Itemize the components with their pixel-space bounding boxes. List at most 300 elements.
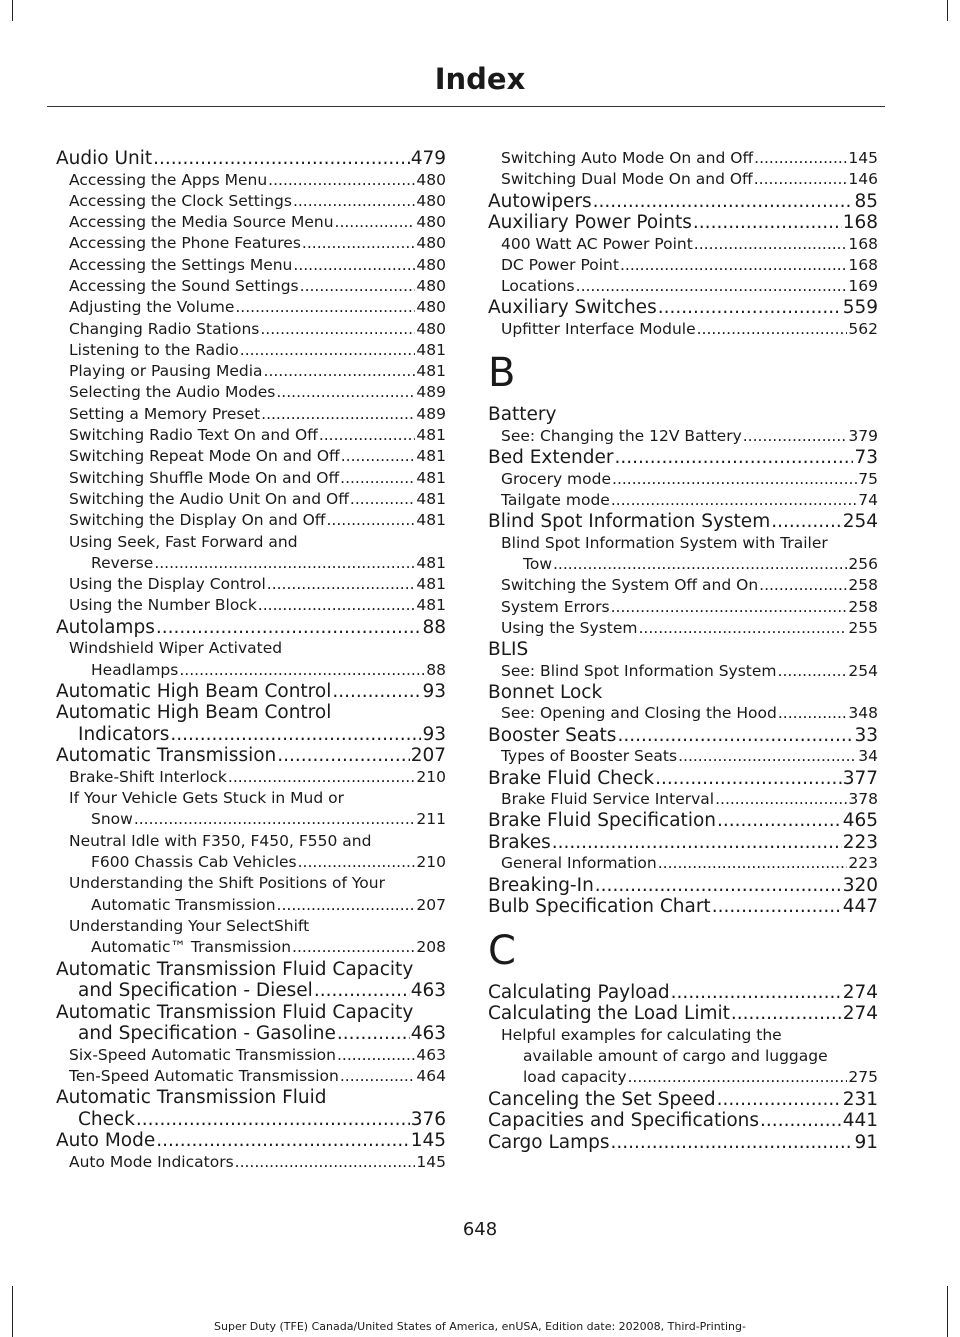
page-ref: 481 (416, 340, 446, 359)
entry-text: Headlamps (91, 660, 179, 679)
entry-text: Accessing the Clock Settings (69, 191, 292, 210)
index-subentry[interactable] (488, 319, 878, 340)
page-ref: 379 (848, 426, 878, 445)
page-ref: 88 (422, 616, 446, 638)
dot-leader (693, 212, 842, 234)
entry-text: Auto Mode Indicators (69, 1152, 234, 1171)
entry-text: System Errors (501, 597, 610, 616)
index-subentry[interactable] (56, 916, 446, 959)
page-ref: 145 (410, 1130, 446, 1152)
entry-text: Automatic Transmission Fluid Capacity (56, 1001, 414, 1023)
dot-leader (595, 875, 842, 897)
page-ref: 481 (416, 489, 446, 508)
page-ref: 275 (848, 1068, 878, 1087)
entry-text: Brake Fluid Service Interval (501, 790, 715, 809)
dot-leader (341, 446, 416, 467)
entry-text: Listening to the Radio (69, 340, 239, 359)
page-ref: 207 (410, 745, 446, 767)
index-entry[interactable] (488, 725, 878, 747)
entry-text: Audio Unit (56, 148, 153, 169)
footer-text: Super Duty (TFE) Canada/United States of America, enUSA, Edition date: 202008, Third-Printing- (214, 1320, 746, 1333)
entry-text: Check (78, 1108, 135, 1130)
page-ref: 256 (848, 554, 878, 573)
entry-text: Switching Radio Text On and Off (69, 426, 318, 445)
entry-text: Helpful examples for calculating the (501, 1025, 782, 1044)
index-subentry[interactable] (488, 597, 878, 618)
entry-text: Understanding Your SelectShift (69, 916, 310, 935)
entry-text: Switching Shuffle Mode On and Off (69, 468, 340, 487)
index-entry[interactable] (488, 896, 878, 918)
page-ref: 480 (416, 298, 446, 317)
dot-leader (179, 660, 425, 681)
dot-leader (277, 895, 416, 916)
dot-leader (678, 746, 857, 767)
index-entry[interactable] (56, 148, 446, 170)
index-entry[interactable] (56, 745, 446, 767)
index-entry[interactable] (488, 1089, 878, 1111)
entry-text: Upfitter Interface Module (501, 319, 696, 338)
page-ref: 480 (416, 170, 446, 189)
page-ref: 481 (416, 553, 446, 572)
dot-leader (235, 297, 415, 318)
entry-text: Using the Display Control (69, 575, 266, 594)
page-ref: 376 (410, 1108, 446, 1130)
index-subentry[interactable] (56, 574, 446, 595)
index-subentry[interactable] (488, 255, 878, 276)
index-entry[interactable] (488, 1110, 878, 1132)
dot-leader (612, 469, 857, 490)
index-entry[interactable] (488, 639, 878, 661)
page-ref: 210 (416, 767, 446, 786)
dot-leader (617, 725, 853, 747)
index-column-right (488, 148, 878, 1153)
page-ref: 93 (422, 723, 446, 745)
entry-text: Reverse (91, 553, 154, 572)
dot-leader (611, 490, 857, 511)
dot-leader (335, 212, 416, 233)
index-entry[interactable] (488, 191, 878, 213)
dot-leader (276, 382, 415, 403)
dot-leader (292, 937, 415, 958)
page-ref: 481 (416, 596, 446, 615)
entry-text: Capacities and Specifications (488, 1110, 760, 1132)
index-entry[interactable] (56, 1087, 446, 1130)
entry-text: Autowipers (488, 190, 592, 212)
page-ref: 169 (848, 277, 878, 296)
index-entry[interactable] (488, 447, 878, 469)
dot-leader (300, 276, 416, 297)
dot-leader (697, 319, 848, 340)
page-ref: 480 (416, 191, 446, 210)
dot-leader (743, 426, 848, 447)
index-subentry[interactable] (56, 255, 446, 276)
index-subentry[interactable] (56, 1066, 446, 1087)
index-subentry[interactable] (56, 382, 446, 403)
dot-leader (326, 510, 415, 531)
entry-text: Automatic Transmission (91, 895, 276, 914)
index-subentry[interactable] (56, 468, 446, 489)
index-subentry[interactable] (488, 746, 878, 767)
entry-text: Automatic™ Transmission (91, 938, 292, 957)
page-ref: 254 (848, 661, 878, 680)
index-subentry[interactable] (488, 1025, 878, 1089)
dot-leader (314, 980, 410, 1002)
entry-text: Accessing the Phone Features (69, 234, 301, 253)
entry-text: Blind Spot Information System (488, 511, 771, 533)
index-subentry[interactable] (488, 234, 878, 255)
index-subentry[interactable] (56, 425, 446, 446)
page-ref: 481 (416, 447, 446, 466)
index-subentry[interactable] (56, 340, 446, 361)
page-ref: 559 (842, 297, 878, 319)
entry-text: Accessing the Settings Menu (69, 255, 293, 274)
entry-text: Adjusting the Volume (69, 298, 235, 317)
page-ref: 377 (842, 767, 878, 789)
entry-text: Accessing the Apps Menu (69, 170, 268, 189)
entry-text: Switching Auto Mode On and Off (501, 149, 754, 167)
index-subentry[interactable] (56, 638, 446, 681)
entry-text: Playing or Pausing Media (69, 362, 263, 381)
dot-leader (298, 852, 416, 873)
page-ref: 463 (416, 1045, 446, 1064)
index-subentry[interactable] (488, 533, 878, 576)
page-ref: 254 (842, 511, 878, 533)
crop-mark-top-right (947, 0, 948, 21)
index-subentry[interactable] (56, 831, 446, 874)
dot-leader (136, 1109, 410, 1131)
page-ref: 481 (416, 362, 446, 381)
dot-leader (778, 661, 848, 682)
index-subentry[interactable] (488, 469, 878, 490)
index-entry[interactable] (56, 617, 446, 639)
index-subentry[interactable] (56, 361, 446, 382)
page-ref: 145 (416, 1152, 446, 1171)
index-subentry[interactable] (488, 853, 878, 874)
entry-text: Brake Fluid Specification (488, 810, 716, 832)
dot-leader (258, 595, 416, 616)
entry-text: Accessing the Sound Settings (69, 276, 299, 295)
index-entry[interactable] (56, 1130, 446, 1152)
index-entry[interactable] (488, 875, 878, 897)
entry-text: Windshield Wiper Activated (69, 639, 283, 658)
dot-leader (156, 1130, 409, 1152)
entry-text: Automatic Transmission (56, 745, 277, 767)
entry-text: General Information (501, 854, 657, 873)
entry-text: Bed Extender (488, 447, 614, 469)
entry-text: Automatic Transmission Fluid Capacity (56, 958, 414, 980)
index-subentry[interactable] (56, 510, 446, 531)
dot-leader (170, 724, 421, 746)
index-subentry[interactable] (56, 1152, 446, 1173)
page-ref: 480 (416, 255, 446, 274)
page-ref: 447 (842, 896, 878, 918)
index-entry[interactable] (488, 768, 878, 790)
dot-leader (754, 148, 847, 169)
index-subentry[interactable] (488, 490, 878, 511)
entry-text: Locations (501, 277, 575, 296)
page-ref: 91 (854, 1131, 878, 1153)
dot-leader (302, 233, 415, 254)
page-ref: 88 (426, 660, 446, 679)
page-ref: 74 (858, 490, 878, 509)
index-subentry[interactable] (56, 873, 446, 916)
dot-leader (260, 319, 415, 340)
crop-mark-top-left (12, 0, 13, 21)
page-ref: 211 (416, 810, 446, 829)
entry-text: Indicators (78, 723, 170, 745)
entry-text: Snow (91, 810, 133, 829)
entry-text: Battery (488, 404, 557, 426)
page-ref: 481 (416, 426, 446, 445)
page-ref: 34 (858, 747, 878, 766)
page-ref: 463 (410, 980, 446, 1001)
page-ref: 562 (848, 319, 878, 338)
entry-text: Switching the Audio Unit On and Off (69, 489, 349, 508)
index-subentry[interactable] (56, 233, 446, 254)
index-subentry[interactable] (56, 1045, 446, 1066)
page-ref: 320 (842, 874, 878, 896)
index-subentry[interactable] (56, 212, 446, 233)
dot-leader (319, 425, 416, 446)
entry-text: Bulb Specification Chart (488, 896, 711, 918)
index-subentry[interactable] (56, 788, 446, 831)
entry-text: Calculating the Load Limit (488, 1003, 730, 1025)
index-subentry[interactable] (488, 276, 878, 297)
index-entry[interactable] (488, 982, 878, 1004)
index-subentry[interactable] (488, 618, 878, 639)
entry-text: Tow (523, 554, 552, 573)
index-subentry[interactable] (56, 319, 446, 340)
index-subentry[interactable] (56, 297, 446, 318)
page-ref: 223 (848, 854, 878, 873)
entry-text: Using the Number Block (69, 596, 257, 615)
page-ref: 258 (848, 576, 878, 595)
dot-leader (717, 1089, 842, 1111)
entry-text: Understanding the Shift Positions of Your (69, 874, 385, 893)
dot-leader (611, 1132, 854, 1154)
entry-text: Canceling the Set Speed (488, 1088, 716, 1110)
index-subentry[interactable] (56, 595, 446, 616)
section-letter: C (488, 927, 516, 974)
dot-leader (712, 896, 842, 918)
dot-leader (261, 404, 415, 425)
entry-text: Brake-Shift Interlock (69, 767, 227, 786)
dot-leader (293, 191, 415, 212)
index-entry[interactable] (56, 1002, 446, 1045)
entry-text: 400 Watt AC Power Point (501, 234, 693, 253)
index-subentry[interactable] (488, 575, 878, 596)
entry-text: Autolamps (56, 616, 155, 638)
page-ref: 210 (416, 853, 446, 872)
index-entry[interactable] (488, 682, 878, 704)
index-entry[interactable] (488, 404, 878, 426)
page-ref: 465 (842, 810, 878, 832)
dot-leader (658, 297, 842, 319)
page-ref: 489 (416, 383, 446, 402)
dot-leader (277, 745, 409, 767)
page-title: Index (434, 62, 526, 96)
dot-leader (154, 553, 415, 574)
page-ref: 168 (842, 212, 878, 234)
page-ref: 489 (416, 404, 446, 423)
dot-leader (235, 1152, 416, 1173)
entry-text: Ten-Speed Automatic Transmission (69, 1066, 339, 1085)
entry-text: load capacity (523, 1068, 627, 1087)
entry-text: Accessing the Media Source Menu (69, 213, 334, 232)
index-subentry[interactable] (56, 767, 446, 788)
page-ref: 168 (848, 234, 878, 253)
dot-leader (134, 809, 416, 830)
index-entry[interactable] (488, 511, 878, 533)
dot-leader (267, 574, 416, 595)
entry-text: Six-Speed Automatic Transmission (69, 1045, 336, 1064)
index-entry[interactable] (56, 959, 446, 1002)
entry-text: Changing Radio Stations (69, 319, 260, 338)
dot-leader (717, 810, 842, 832)
page-ref: 274 (842, 1003, 878, 1025)
page-ref: 481 (416, 511, 446, 530)
index-subentry[interactable] (56, 276, 446, 297)
dot-leader (658, 853, 848, 874)
page-ref: 168 (848, 255, 878, 274)
entry-text: and Specification - Diesel (78, 980, 313, 1001)
index-subentry[interactable] (56, 170, 446, 191)
entry-text: Automatic High Beam Control (56, 680, 332, 702)
page-ref: 85 (854, 190, 878, 212)
dot-leader (694, 234, 848, 255)
index-subentry[interactable] (488, 148, 878, 169)
page-ref: 73 (854, 447, 878, 469)
entry-text: Setting a Memory Preset (69, 404, 261, 423)
entry-text: Using the System (501, 618, 638, 637)
entry-text: Automatic High Beam Control (56, 702, 332, 724)
index-entry[interactable] (56, 681, 446, 703)
index-subentry[interactable] (56, 404, 446, 425)
entry-text: Auto Mode (56, 1130, 156, 1152)
entry-text: Grocery mode (501, 469, 612, 488)
index-subentry[interactable] (488, 703, 878, 724)
entry-text: See: Opening and Closing the Hood (501, 704, 777, 723)
entry-text: Switching the System Off and On (501, 576, 759, 595)
entry-text: Switching Dual Mode On and Off (501, 170, 753, 189)
page-ref: 223 (842, 831, 878, 853)
dot-leader (293, 255, 415, 276)
page-ref: 207 (416, 895, 446, 914)
index-subentry[interactable] (56, 489, 446, 510)
page-ref: 479 (410, 148, 446, 169)
dot-leader (350, 489, 416, 510)
page-ref: 441 (842, 1110, 878, 1132)
entry-text: and Specification - Gasoline (78, 1023, 336, 1044)
entry-text: Auxiliary Power Points (488, 212, 692, 234)
dot-leader (611, 597, 848, 618)
dot-leader (340, 468, 415, 489)
entry-text: F600 Chassis Cab Vehicles (91, 853, 297, 872)
index-subentry[interactable] (488, 426, 878, 447)
index-entry[interactable] (488, 297, 878, 319)
index-entry[interactable] (488, 212, 878, 234)
entry-text: See: Changing the 12V Battery (501, 426, 742, 445)
index-entry[interactable] (488, 832, 878, 854)
index-subentry[interactable] (56, 532, 446, 575)
entry-text: Blind Spot Information System with Trailer (501, 533, 828, 552)
page-ref: 464 (416, 1066, 446, 1085)
entry-text: BLIS (488, 639, 529, 661)
page-ref: 463 (410, 1023, 446, 1044)
page-ref: 481 (416, 575, 446, 594)
index-entry[interactable] (488, 1132, 878, 1154)
dot-leader (593, 191, 854, 213)
dot-leader (337, 1023, 410, 1045)
page-ref: 208 (416, 938, 446, 957)
dot-leader (638, 618, 847, 639)
page-ref: 146 (848, 170, 878, 189)
dot-leader (759, 575, 847, 596)
entry-text: Switching Repeat Mode On and Off (69, 447, 340, 466)
entry-text: See: Blind Spot Information System (501, 661, 777, 680)
entry-text: Automatic Transmission Fluid (56, 1087, 327, 1109)
index-subentry[interactable] (56, 191, 446, 212)
dot-leader (655, 768, 842, 790)
page-ref: 93 (422, 680, 446, 702)
dot-leader (778, 703, 848, 724)
entry-text: Calculating Payload (488, 981, 670, 1003)
dot-leader (731, 1003, 842, 1025)
index-entry[interactable] (488, 810, 878, 832)
page-ref: 348 (848, 704, 878, 723)
page-ref: 274 (842, 981, 878, 1003)
index-subentry[interactable] (56, 446, 446, 467)
dot-leader (553, 554, 847, 575)
page-number: 648 (462, 1219, 498, 1240)
index-column-left (56, 148, 446, 1173)
entry-text: DC Power Point (501, 255, 619, 274)
page-ref: 480 (416, 319, 446, 338)
page-ref: 145 (848, 149, 878, 167)
entry-text: available amount of cargo and luggage (523, 1046, 828, 1065)
title-divider (47, 106, 885, 107)
index-subentry[interactable] (488, 661, 878, 682)
entry-text: Brakes (488, 831, 551, 853)
entry-text: If Your Vehicle Gets Stuck in Mud or (69, 789, 344, 808)
dot-leader (715, 789, 847, 810)
index-entry[interactable] (488, 1003, 878, 1025)
dot-leader (332, 681, 421, 703)
dot-leader (268, 170, 415, 191)
dot-leader (628, 1067, 848, 1088)
page-ref: 480 (416, 234, 446, 253)
entry-text: Bonnet Lock (488, 681, 603, 703)
entry-text: Auxiliary Switches (488, 297, 657, 319)
index-subentry[interactable] (488, 169, 878, 190)
entry-text: Booster Seats (488, 724, 617, 746)
dot-leader (754, 169, 848, 190)
entry-text: Using Seek, Fast Forward and (69, 532, 298, 551)
entry-text: Brake Fluid Check (488, 767, 655, 789)
index-subentry[interactable] (488, 789, 878, 810)
dot-leader (576, 276, 848, 297)
entry-text: Cargo Lamps (488, 1131, 610, 1153)
section-letter: B (488, 350, 516, 397)
dot-leader (620, 255, 847, 276)
entry-text: Tailgate mode (501, 490, 610, 509)
page-ref: 480 (416, 276, 446, 295)
page-ref: 480 (416, 213, 446, 232)
page-ref: 258 (848, 597, 878, 616)
index-entry[interactable] (56, 702, 446, 745)
dot-leader (614, 447, 853, 469)
page-ref: 231 (842, 1088, 878, 1110)
